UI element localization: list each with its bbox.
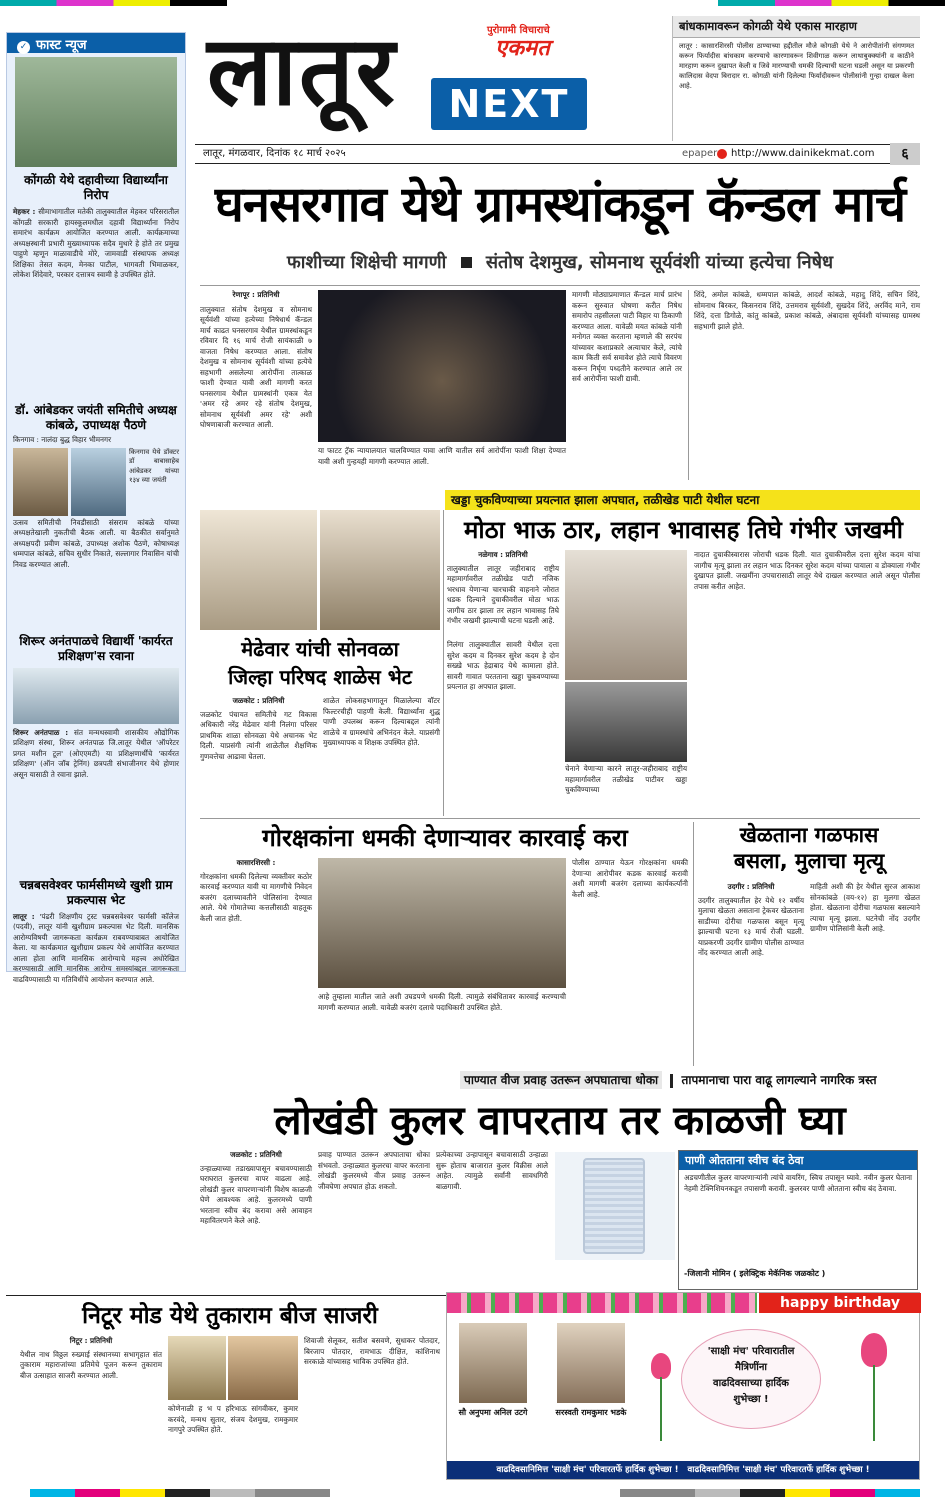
tulip-icon-right <box>839 1333 909 1443</box>
lead-col4: शिंदे, अमोल कांबळे, धम्मपाल कांबळे, आदर्श कांबळे, महादु शिंदे, सचिन शिंदे, सोमनाथ बिरकर, किसनराव शिंदे, उत्तमराव सूर्यवंशी, सुखदेव शिंदे, अरविंद माने, राम शिंदे, दत्ता डिगोळे, कांतु कांबळे, प्रकाश कांबळे, अंबादास सूर्यवंशी यांच्यासह ग्रामस्थ सहभागी झाले होते. <box>694 290 920 331</box>
birthday-message-bubble <box>681 1329 821 1429</box>
cooler-box-title: पाणी ओतताना स्वीच बंद ठेवा <box>679 1151 917 1170</box>
accident-col2: निलंगा तालुक्यातील सावरी येथील दत्ता सुरेश कदम व दिनकर सुरेश कदम हे दोन सख्खे भाऊ हेद्राबाद येथे कामाला होते. सावरी गावात परतताना खड्डा चुकवण्याच्या प्रयत्नात हा अपघात झाला. <box>447 640 559 691</box>
medhe-col1-text: जळकोट पंचायत समितीचे गट विकास अधिकारी नरेंद्र मेढेवार यांनी निलंगा परिसर प्राथमिक शाळा सोनवळा येथे अचानक भेट दिली. याप्रसंगी त्यांनी शाळेतील शैक्षणिक गुणवत्तेचा आढावा घेतला. <box>200 709 317 761</box>
story3-text: संत मन्मथस्वामी शासकीय औद्योगिक प्रशिक्षण संस्था, शिरूर अनंतपाळ जि.लातूर येथील 'ऑपरेटर प्रगत मशीन टूल' (ओएएमटी) या प्रशिक्षणार्थींचे 'कार्यरत प्रशिक्षण' (ऑन जॉब ट्रेनिंग) छत्रपती संभाजीनगर येथे होणार असून यासाठी ते रवाना झाले. <box>13 727 179 779</box>
cooler-col3: प्रत्येकाच्या उन्हापासून बचावासाठी उन्हाळा सुरू होताच बाजारात कुलर विक्रीस आले आहेत. त्यामुळे सर्वांनी सावधगिरी बाळगावी. <box>436 1150 548 1191</box>
birthday-flower-banner <box>447 1293 757 1313</box>
cooler-banner-left: पाण्यात वीज प्रवाह उतरून अपघाताचा धोका <box>460 1071 662 1089</box>
registration-marks-bottom <box>0 1485 945 1501</box>
masthead-title: लातूर <box>207 15 397 127</box>
birthday-footer-1: वाढदिवसानिमित्त 'साक्षी मंच' परिवारतर्फे हार्दिक शुभेच्छा ! <box>496 1465 679 1475</box>
accident-photo-bike <box>565 682 687 762</box>
sidebar <box>6 32 186 984</box>
row3-divider <box>200 818 920 819</box>
lead-col-divider <box>688 290 689 480</box>
topright-story <box>672 16 920 141</box>
cooler-photo <box>555 1152 675 1260</box>
birthday-person-1: सौ अनुपमा अनिल उटगे <box>458 1408 528 1417</box>
medhe-dateline: जळकोट : प्रतिनिधी <box>232 696 285 705</box>
cow-divider <box>693 822 694 1066</box>
person-photo-paithane <box>71 448 126 516</box>
square-bullet-icon <box>461 257 472 268</box>
story3-body <box>7 726 185 876</box>
story1-text: सीमाभागातील मतेकी तालुक्यातील मेहकर परिसरातील कोंगळी सरकारी हायस्कूलमधील दहावी विद्यार्थ्यांना निरोप समारंभ कार्यक्रम आयोजित करण्यात आली. कार्यक्रमाच्या अध्यक्षस्थानी प्रभारी मुख्याध्यापक सदैव मुथारे हे होते तर प्रमुख पाहुणे म्हणून माळावाडीचे मोरे, जामवाडी संस्थापक अध्यक्ष शिक्षिका तेसत कदम, मेनका पाटील, भागवती भिमाळकर, लोकेश शिंदेवारे, परकार दत्तात्रय स्वामी हे उपस्थित होते. <box>13 207 179 279</box>
nitur-photo-2 <box>228 1336 298 1400</box>
birthday-message-4: शुभेच्छा ! <box>733 1394 769 1405</box>
cooler-box <box>678 1150 918 1290</box>
birthday-footer-2: वाढदिवसानिमित्त 'साक्षी मंच' परिवारतर्फे हार्दिक शुभेच्छा ! <box>687 1465 870 1475</box>
story4-dateline: लातूर : <box>13 911 35 921</box>
story4-body <box>7 910 185 1010</box>
lead-headline: घनसरगाव येथे ग्रामस्थांकडून कॅन्डल मार्च <box>214 176 906 233</box>
lead-divider <box>200 285 920 286</box>
registration-marks-top <box>0 0 945 6</box>
medhe-photo-2 <box>320 510 440 630</box>
story1-body <box>7 205 185 401</box>
lead-photo-caption: या फाटट ट्रॅक न्यायालयात चालविण्यात यावा आणि यातील सर्व आरोपींना फाशी शिक्षा देण्यात यावी अशी गुन्हयही मागणी करण्यात आली. <box>318 446 566 466</box>
cooler-banner <box>460 1070 920 1090</box>
sidebar-photo-students <box>15 57 177 167</box>
story1-dateline: मेहकर : <box>13 207 36 216</box>
lead-col1-text: तालुक्यात संतोष देशमुख व सोमनाथ सूर्यवंशी यांच्या हत्येच्या निषेधार्थ कॅन्डल मार्च काढत घनसरगाव येथील ग्रामस्थांकडून रविवार दि १६ मार्च रोजी सायंकाळी ७ वाजता निषेध करण्यात आला. संतोष देशमुख व सोमनाथ सूर्यवंशी यांच्या हत्येचे सहभागी असलेल्या आरोपींना तात्काळ फाशी देण्यात यावी अशी मागणी करत घनसरगाव येथील ग्रामस्थांनी एकत्र येत 'अमर रहे अमर रहे संतोष देशमुख, सोमनाथ सूर्यवंशी अमर रहे' अशी घोषणाबाजी करण्यात आली. <box>200 304 312 429</box>
nitur-headline: निटूर मोड येथे तुकाराम बीज साजरी <box>82 1303 378 1329</box>
birthday-person-2: सरस्वती रामकुमार भडके <box>555 1408 627 1417</box>
nitur-col1-text: येथील नाथ विठ्ठल रुख्माई संस्थानच्या सभागृहात संत तुकाराम महाराजांच्या प्रतिमेचे पूजन करून तुकाराम बीज उत्साहात साजरी करण्यात आली. <box>20 1349 162 1380</box>
lead-subhead <box>200 250 920 278</box>
lead-dateline: रेणापूर : प्रतिनिधी <box>232 290 280 299</box>
accident-banner: खड्डा चुकविण्याच्या प्रयत्नात झाला अपघात, तळीखेड पाटी येथील घटना <box>445 490 920 510</box>
story3-dateline: शिरूर अनंतपाळ : <box>13 727 69 737</box>
birthday-section <box>446 1292 920 1480</box>
sidebar-header <box>7 33 185 53</box>
cooler-col1-text: उन्हाळ्याच्या तडाख्यापासून बचावण्यासाठी घराघरात कुलरचा वापर वाढला आहे. लोखंडी कुलर वापरणाऱ्यांनी विशेष काळजी घेणे आवश्यक आहे. कुलरमध्ये पाणी भरताना स्वीच बंद करावा असे आवाहन महावितरणने केले आहे. <box>200 1163 312 1225</box>
accident-photo-caption: चेनाने येणाऱ्या कारने लातूर-जहीराबाद राष्ट्रीय महामार्गावरील तळीखेड पाटीवर खड्डा चुकविण्याच्या <box>565 764 687 794</box>
masthead <box>195 16 665 141</box>
cooler-headline: लोखंडी कुलर वापरताय तर काळजी घ्या <box>274 1098 846 1144</box>
page-number: ६ <box>890 143 920 165</box>
cooler-dateline: जळकोट : प्रतिनिधी <box>230 1150 282 1159</box>
cooler-col1 <box>200 1150 312 1290</box>
nitur-dateline: निटूर : प्रतिनिधी <box>69 1336 113 1345</box>
accident-col3: नादात दुचाकीस्वारास जोराची धडक दिली. यात दुचाकीवरील दत्ता सुरेश कदम यांचा जागीच मृत्यू झाला तर लहान भाऊ दिनकर सुरेश कदम यांच्या पायाला व डोक्याला गंभीर दुखापत झाली. जखमींना उपचारासाठी लातूर येथे दाखल करण्यात आले असून पोलीस तपास करीत आहेत. <box>694 550 920 591</box>
lead-subhead-left: फाशीच्या शिक्षेची मागणी <box>286 252 447 273</box>
drown-col1 <box>698 882 804 1066</box>
drown-headline-1: खेळताना गळफास <box>739 823 879 847</box>
cooler-col2: प्रवाह पाण्यात उतरून अपघाताचा धोका संभवतो. उन्हाळ्यात कुलरचा वापर करताना लोखंडी कुलरमध्ये वीज प्रवाह उतरून जीवघेणा अपघात होऊ शकतो. <box>318 1150 430 1191</box>
nitur-photo-1 <box>168 1336 226 1400</box>
accident-dateline: नळेगाव : प्रतिनिधी <box>478 550 528 559</box>
next-logo: NEXT <box>431 78 587 130</box>
fast-news-icon: ✓ <box>17 41 30 54</box>
lead-subhead-right: संतोष देशमुख, सोमनाथ सूर्यवंशी यांच्या हत्येचा निषेध <box>485 252 834 273</box>
cooler-image <box>583 1158 645 1254</box>
birthday-message-3: वाढदिवसाच्या हार्दिक <box>713 1378 789 1389</box>
story3-headline: शिरूर अनंतपाळचे विद्यार्थी 'कार्यरत प्रशिक्षण'स रवाना <box>19 633 173 663</box>
medhe-headline-1: मेढेवार यांची सोनवळा <box>241 637 399 661</box>
cow-col1 <box>200 858 312 988</box>
story2-headline: डॉ. आंबेडकर जयंती समितीचे अध्यक्ष कांबळे, उपाध्यक्ष पैठणे <box>15 403 177 432</box>
birthday-message-1: 'साक्षी मंच' परिवारातील <box>707 1346 795 1357</box>
drown-col1-text: उदगीर तालुक्यातील हेर येथे १२ वर्षीय मुलाचा खेळता असताना ट्रेकवर खेळताना साडीच्या दोरीचा गळफास बसून मृत्यू झाल्याची घटना १३ मार्च रोजी घडली. याप्रकरणी उदगीर ग्रामीण पोलीस ठाण्यात नोंद करण्यात आली आहे. <box>698 895 804 957</box>
tulip-icon-left <box>643 1353 679 1443</box>
dateline-text: लातूर, मंगळवार, दिनांक १८ मार्च २०२५ <box>203 148 346 159</box>
drown-headline-2: बसला, मुलाचा मृत्यू <box>733 849 885 873</box>
cooler-box-signature: -जिलानी मोमिन ( इलेक्ट्रिक मेकॅनिक जळकोट ) <box>684 1269 826 1278</box>
medhe-photo-1 <box>200 510 317 630</box>
medhe-headline-2: जिल्हा परिषद शाळेस भेट <box>228 665 412 689</box>
medhe-col1 <box>200 696 317 816</box>
cooler-box-body: अडचणीतील कुलर वापरणाऱ्यांनी त्यांचे वायरिंग, स्विच तपासून घ्यावे. नवीन कुलर घेताना नेहमी टेक्निशियनकडून तपासणी करावी. कुलरवर पाणी ओतताना स्वीच बंद ठेवावा. <box>684 1173 912 1193</box>
birthday-photo-1 <box>459 1323 527 1403</box>
cooler-banner-right: तापमानाचा पारा वाढू लागल्याने नागरिक त्रस्त <box>681 1073 877 1087</box>
accident-photo-victim <box>565 550 687 680</box>
cow-col4: पोलीस ठाण्यात येऊन गोरक्षकांना धमकी देणाऱ्या आरोपीवर कडक कारवाई करावी अशी मागणी बजरंग दलाच्या कार्यकर्त्यांनी केली आहे. <box>572 858 688 899</box>
cow-col1-text: गोरक्षकांना धमकी दिलेल्या व्यक्तीवर कठोर कारवाई करण्यात यावी या मागणीचे निवेदन बजरंग दलाच्यावतीने पोलिसांना देण्यात आले. येथे गोमातेच्या कत्तलीसाठी वाहतूक केली जात होती. <box>200 871 312 923</box>
epaper-url[interactable]: http://www.dainikekmat.com <box>731 148 875 159</box>
drown-dateline: उदगीर : प्रतिनिधी <box>727 882 775 891</box>
epaper-label: epaper <box>682 148 718 159</box>
brand-logo: एकमत <box>495 36 550 61</box>
nitur-col4: शिवाजी सेलूकर, सतीश बसवणे, सुधाकर पोतदार, बिरजाप पोतदार, रामभाऊ दीक्षित, कांशिनाथ सरकाळे यांच्यासह भाविक उपस्थित होते. <box>304 1336 440 1366</box>
cow-dateline: कासारशिरसी : <box>236 858 276 867</box>
sidebar-title: फास्ट न्यूज <box>36 38 87 53</box>
lead-col3: मागणी मोठ्याप्रमाणात कॅन्डल मार्च प्रारंभ करून सुरुवात घोषणा करीत निषेध समारोप तहसीलला पाटी विहार या ठिकाणी करण्यात आला. यावेळी मयत कांबळे यांनी मनोगत व्यक्त करताना म्हणाले की सरपंच यांच्यावर कशाप्रकारे अत्याचार केले, त्यांचे काम किती सर्व समावेश होते त्याचे विवरण करून निर्घृण पध्दतीने करण्यात आले तर सर्व आरोपींना फाशी द्यावी. <box>572 290 682 383</box>
birthday-footer <box>447 1461 919 1479</box>
birthday-message-2: मैत्रिणींना <box>734 1362 768 1373</box>
nitur-col3: कोणेनाळी ह भ प हरिभाऊ सांगवीकर, कुमार करवंदे, मन्मथ सुतार, संजय देशमुख, रामकुमार नागपुरे उपस्थित होते. <box>168 1404 298 1434</box>
brand-tagline: पुरोगामी विचाराचे <box>487 25 550 36</box>
accident-col1-text: तालुक्यातील लातूर जहीराबाद राष्ट्रीय महामार्गावरील तळीखेड पाटी नजिक भरधाव येणाऱ्या चारचाकी वाहनाने जोरात धडक दिल्याने दुचाकीवरील मोठा भाऊ जागीच ठार झाला तर लहान भावासह तिघे गंभीर जखमी झाल्याची घटना घडली आहे. <box>447 563 559 625</box>
story4-text: 'पंढरी शिक्षणीय ट्रस्ट चन्नबसवेश्वर फार्मसी कॉलेज (पदवी), लातूर यांनी खुशीग्राम प्रकल्पास भेट दिली. मानसिक आरोग्यविषयी जागरूकता कार्यक्रम राबवण्याबाबत आयोजित केला. या कार्यक्रमात खुशीग्राम प्रकल्प येथे आयोजित करण्यात आला होता आणि मानसिक आरोग्याचे महत्त्व अधोरेखित करण्यासाठी आणि मानसिक आरोग्य समस्यांबद्दल जागरूकता वाढविण्यासाठी या गतिविधींचे आयोजन करण्यात आले. <box>13 911 179 984</box>
birthday-title: happy birthday <box>759 1293 921 1313</box>
cow-photo <box>318 858 566 988</box>
dateline-bar <box>195 144 920 164</box>
story1-headline: कोंगळी येथे दहावीच्या विद्यार्थ्यांना निरोप <box>24 173 168 202</box>
drown-col2: माहिती अशी की हेर येथील सुरज आकाश सोनकांबळे (वय-१२) हा मुलगा खेळत होता. खेळताना दोरीचा गळफास बसल्याने त्याचा मृत्यू झाला. घटनेची नोंद उदगीर ग्रामीण पोलिसांनी केली आहे. <box>810 882 920 933</box>
nitur-col1 <box>20 1336 162 1476</box>
medhe-divider <box>443 510 444 816</box>
story3-photo <box>13 668 179 724</box>
accident-headline: मोठा भाऊ ठार, लहान भावासह तिघे गंभीर जखमी <box>464 516 903 544</box>
birthday-photo-2 <box>557 1323 625 1403</box>
cooler-banner-sep <box>670 1074 673 1088</box>
story2-photos <box>7 446 185 516</box>
lead-col1 <box>200 290 312 480</box>
lead-photo-candle-march <box>318 290 566 442</box>
cow-col3: आहे तुम्हाला मातील जाते अशी उघडपणे धमकी दिली. त्यामुळे संबंधितावर कारवाई करण्याची मागणी करण्यात आली. यावेळी बजरंग दलाचे पदाधिकारी उपस्थित होते. <box>318 992 566 1012</box>
topright-headline: बांधकामावरून कोगळी येथे एकास मारहाण <box>673 16 920 38</box>
epaper-icon <box>717 149 727 159</box>
medhe-col2: शाळेत लोकसहभागातून मिळालेल्या वॉटर फिल्टरचीही पाहणी केली. विद्यार्थ्यांना शुद्ध पाणी उपलब्ध करून दिल्याबद्दल त्यांनी शाळेचे व ग्रामस्थांचे अभिनंदन केले. याप्रसंगी मुख्याध्यापक व शिक्षक उपस्थित होते. <box>323 696 440 747</box>
story2-dateline: किनगाव : नालंदा बुद्ध विहार भीमनगर <box>13 435 112 444</box>
topright-body: लातूर : कासारशिरसी पोलीस ठाण्याच्या हद्दीतील मौजे कोगळी येथे ने आरोपीतांनी संगणमत करून फिर्यादीस बांधकाम करण्याचे कारणावरून शिवीगाळ करून लाथाबुक्क्यांनी व काठीने मारहाण करून दुखापत केली व जिवे मारण्याची धमकी दिल्याची घटना घडली असून या प्रकरणी कालिदास वेदपा बिरादार रा. कोगळी यांनी दिलेल्या फिर्यादीवरून पोलीसांनी गुन्हा दाखल केला आहे. <box>679 42 914 90</box>
person-photo-kamble <box>13 448 68 516</box>
story2-side-text: किनगाव येथे डॉक्टर डॉ बाबासाहेब आंबेडकर यांच्या १३४ व्या जयंती <box>129 447 179 485</box>
story2-body: उत्सव समितीची निवडीसाठी संसराम कांबळे यांच्या अध्यक्षतेखाली नुकतीची बैठक आली. या बैठकीत सर्वानुमते अध्यक्षपदी प्रवीण कांबळे, उपाध्यक्ष अशोक पैठणे, कोषाध्यक्ष धम्मपाल कांबळे, सचिव सुधीर निकाते, सल्लागार निवासिन यांची निवड करण्यात आली. <box>13 517 179 569</box>
story4-headline: चन्नबसवेश्वर फार्मसीमध्ये खुशी ग्राम प्रकल्पास भेट <box>19 877 173 907</box>
cow-headline: गोरक्षकांना धमकी देणाऱ्यावर कारवाई करा <box>262 824 628 852</box>
